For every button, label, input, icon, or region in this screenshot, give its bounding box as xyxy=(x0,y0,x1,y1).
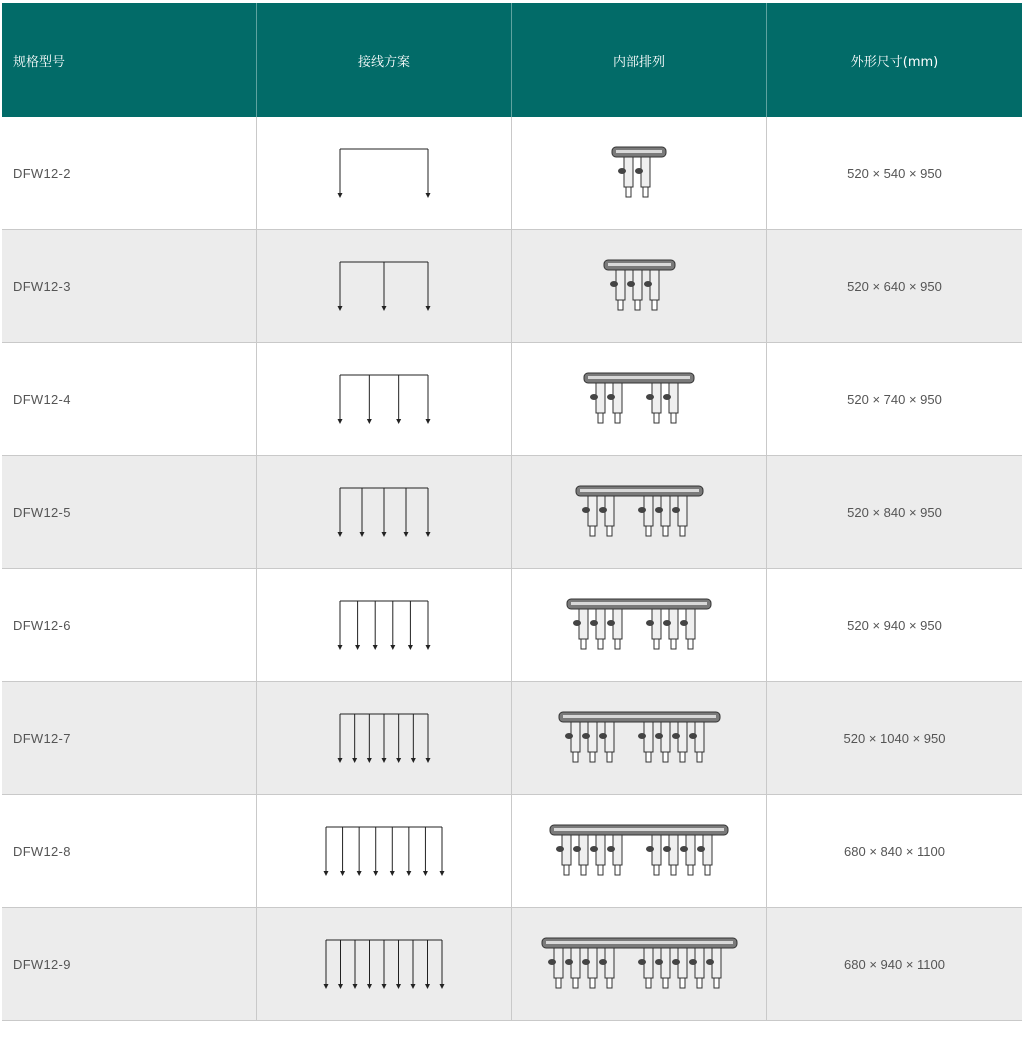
feeder-arrow xyxy=(404,532,409,537)
feeder-arrow xyxy=(426,419,431,424)
feeder-arrow xyxy=(373,645,378,650)
switch-unit-terminal xyxy=(590,526,595,536)
switch-unit-terminal xyxy=(663,752,668,762)
switch-unit-lug xyxy=(655,733,663,739)
table-row xyxy=(2,117,1022,230)
table-row xyxy=(2,343,1022,456)
feeder-arrow xyxy=(426,193,431,198)
tube-highlight xyxy=(571,602,707,605)
feeder-arrow xyxy=(360,532,365,537)
tube-highlight xyxy=(588,376,690,379)
feeder-arrow xyxy=(338,306,343,311)
feeder-arrow xyxy=(338,419,343,424)
switch-unit-lug xyxy=(565,959,573,965)
feeder-arrow xyxy=(353,984,358,989)
switch-unit-lug xyxy=(573,846,581,852)
wiring-scheme-cell xyxy=(257,456,512,568)
wiring-scheme-cell xyxy=(257,908,512,1020)
header-internal-arrangement: 内部排列 xyxy=(512,3,767,117)
internal-arrangement-image xyxy=(549,698,730,778)
switch-unit-terminal xyxy=(581,865,586,875)
feeder-arrow xyxy=(390,645,395,650)
wiring-diagram xyxy=(335,143,433,203)
switch-unit-terminal xyxy=(654,865,659,875)
switch-unit-terminal xyxy=(615,865,620,875)
switch-unit-terminal xyxy=(590,978,595,988)
switch-unit-lug xyxy=(573,620,581,626)
model-cell xyxy=(2,343,257,455)
feeder-arrow xyxy=(382,306,387,311)
switch-unit-lug xyxy=(582,507,590,513)
switch-unit-lug xyxy=(599,959,607,965)
switch-unit-lug xyxy=(607,620,615,626)
dimensions-value: 520 × 840 × 950 xyxy=(847,504,942,520)
model-cell xyxy=(2,795,257,907)
switch-unit-terminal xyxy=(671,865,676,875)
switch-unit-lug xyxy=(697,846,705,852)
switch-unit-terminal xyxy=(688,865,693,875)
switch-unit-terminal xyxy=(598,865,603,875)
feeder-arrow xyxy=(338,645,343,650)
feeder-arrow xyxy=(367,984,372,989)
feeder-arrow xyxy=(408,645,413,650)
tube-highlight xyxy=(616,150,662,153)
switch-unit-terminal xyxy=(646,526,651,536)
switch-unit-lug xyxy=(590,846,598,852)
switch-unit-lug xyxy=(548,959,556,965)
table-row xyxy=(2,456,1022,569)
feeder-arrow xyxy=(426,532,431,537)
internal-arrangement-cell xyxy=(512,456,767,568)
feeder-arrow xyxy=(426,645,431,650)
wiring-diagram xyxy=(335,708,433,768)
feeder-arrow xyxy=(338,532,343,537)
model-number: DFW12-6 xyxy=(13,617,71,633)
switch-unit-lug xyxy=(655,507,663,513)
feeder-arrow xyxy=(423,871,428,876)
dimensions-value: 520 × 1040 × 950 xyxy=(843,730,946,746)
feeder-arrow xyxy=(426,758,431,763)
dimensions-cell xyxy=(767,569,1022,681)
internal-arrangement-cell xyxy=(512,230,767,342)
feeder-arrow xyxy=(396,419,401,424)
feeder-arrow xyxy=(425,984,430,989)
switch-unit-terminal xyxy=(652,300,657,310)
switch-unit-terminal xyxy=(573,978,578,988)
switch-unit-lug xyxy=(607,394,615,400)
dimensions-value: 520 × 640 × 950 xyxy=(847,278,942,294)
model-number: DFW12-8 xyxy=(13,843,71,859)
spec-table xyxy=(2,3,1022,1021)
feeder-arrow xyxy=(406,871,411,876)
switch-unit-lug xyxy=(672,507,680,513)
switch-unit-lug xyxy=(663,394,671,400)
wiring-scheme-cell xyxy=(257,230,512,342)
switch-unit-lug xyxy=(663,620,671,626)
internal-arrangement-image xyxy=(594,246,685,326)
switch-unit-terminal xyxy=(598,639,603,649)
switch-unit-lug xyxy=(646,394,654,400)
dimensions-value: 520 × 540 × 950 xyxy=(847,165,942,181)
switch-unit-terminal xyxy=(680,752,685,762)
switch-unit-lug xyxy=(607,846,615,852)
feeder-arrow xyxy=(338,193,343,198)
feeder-arrow xyxy=(382,984,387,989)
model-cell xyxy=(2,117,257,229)
feeder-arrow xyxy=(440,871,445,876)
dimensions-cell xyxy=(767,117,1022,229)
feeder-arrow xyxy=(440,984,445,989)
internal-arrangement-image xyxy=(557,585,721,665)
table-row xyxy=(2,682,1022,795)
wiring-diagram xyxy=(335,595,433,655)
switch-unit-lug xyxy=(565,733,573,739)
switch-unit-terminal xyxy=(564,865,569,875)
wiring-scheme-cell xyxy=(257,117,512,229)
switch-unit-lug xyxy=(635,168,643,174)
feeder-arrow xyxy=(373,871,378,876)
model-number: DFW12-9 xyxy=(13,956,71,972)
model-cell xyxy=(2,682,257,794)
switch-unit-lug xyxy=(689,959,697,965)
switch-unit-lug xyxy=(680,620,688,626)
wiring-diagram xyxy=(335,256,433,316)
switch-unit-terminal xyxy=(654,413,659,423)
switch-unit-terminal xyxy=(581,639,586,649)
internal-arrangement-cell xyxy=(512,908,767,1020)
switch-unit-lug xyxy=(618,168,626,174)
header-wiring-scheme: 接线方案 xyxy=(257,3,512,117)
dimensions-cell xyxy=(767,343,1022,455)
feeder-arrow xyxy=(396,984,401,989)
switch-unit-terminal xyxy=(556,978,561,988)
dimensions-cell xyxy=(767,456,1022,568)
header-dimensions: 外形尺寸(mm) xyxy=(850,54,939,70)
model-number: DFW12-2 xyxy=(13,165,71,181)
feeder-arrow xyxy=(352,758,357,763)
switch-unit-terminal xyxy=(646,752,651,762)
switch-unit-terminal xyxy=(646,978,651,988)
tube-highlight xyxy=(580,489,699,492)
switch-unit-lug xyxy=(672,733,680,739)
switch-unit-lug xyxy=(638,507,646,513)
switch-unit-terminal xyxy=(688,639,693,649)
model-number: DFW12-7 xyxy=(13,730,71,746)
internal-arrangement-cell xyxy=(512,343,767,455)
switch-unit-lug xyxy=(599,733,607,739)
model-cell xyxy=(2,230,257,342)
dimensions-cell xyxy=(767,682,1022,794)
internal-arrangement-cell xyxy=(512,682,767,794)
feeder-arrow xyxy=(340,871,345,876)
wiring-scheme-cell xyxy=(257,795,512,907)
feeder-arrow xyxy=(367,758,372,763)
switch-unit-terminal xyxy=(654,639,659,649)
switch-unit-terminal xyxy=(635,300,640,310)
internal-arrangement-image xyxy=(540,811,738,891)
switch-unit-terminal xyxy=(671,639,676,649)
switch-unit-terminal xyxy=(607,752,612,762)
switch-unit-terminal xyxy=(615,413,620,423)
switch-unit-lug xyxy=(672,959,680,965)
switch-unit-lug xyxy=(663,846,671,852)
feeder-arrow xyxy=(390,871,395,876)
table-row xyxy=(2,569,1022,682)
table-row xyxy=(2,795,1022,908)
switch-unit-terminal xyxy=(618,300,623,310)
internal-arrangement-cell xyxy=(512,117,767,229)
internal-arrangement-image xyxy=(566,472,713,552)
switch-unit-terminal xyxy=(663,978,668,988)
switch-unit-terminal xyxy=(643,187,648,197)
switch-unit-lug xyxy=(627,281,635,287)
model-number: DFW12-3 xyxy=(13,278,71,294)
model-number: DFW12-5 xyxy=(13,504,71,520)
switch-unit-lug xyxy=(644,281,652,287)
feeder-arrow xyxy=(355,645,360,650)
switch-unit-terminal xyxy=(607,526,612,536)
feeder-arrow xyxy=(382,532,387,537)
switch-unit-lug xyxy=(599,507,607,513)
switch-unit-lug xyxy=(590,620,598,626)
tube-highlight xyxy=(546,941,733,944)
switch-unit-lug xyxy=(689,733,697,739)
switch-unit-terminal xyxy=(697,978,702,988)
tube-highlight xyxy=(554,828,724,831)
switch-unit-lug xyxy=(590,394,598,400)
model-cell xyxy=(2,569,257,681)
feeder-arrow xyxy=(367,419,372,424)
table-row xyxy=(2,908,1022,1021)
tube-highlight xyxy=(563,715,716,718)
internal-arrangement-image xyxy=(602,133,676,213)
dimensions-value: 520 × 940 × 950 xyxy=(847,617,942,633)
feeder-arrow xyxy=(338,984,343,989)
switch-unit-lug xyxy=(582,959,590,965)
dimensions-value: 680 × 840 × 1100 xyxy=(844,843,945,859)
switch-unit-terminal xyxy=(714,978,719,988)
table-header xyxy=(2,3,1022,117)
model-cell xyxy=(2,908,257,1020)
feeder-arrow xyxy=(338,758,343,763)
switch-unit-terminal xyxy=(573,752,578,762)
switch-unit-lug xyxy=(646,846,654,852)
header-model: 规格型号 xyxy=(2,3,257,117)
switch-unit-terminal xyxy=(671,413,676,423)
model-cell xyxy=(2,456,257,568)
wiring-diagram xyxy=(335,369,433,429)
switch-unit-terminal xyxy=(697,752,702,762)
switch-unit-lug xyxy=(556,846,564,852)
internal-arrangement-image xyxy=(574,359,704,439)
feeder-arrow xyxy=(357,871,362,876)
feeder-arrow xyxy=(324,871,329,876)
switch-unit-lug xyxy=(655,959,663,965)
switch-unit-terminal xyxy=(663,526,668,536)
feeder-arrow xyxy=(324,984,329,989)
dimensions-value: 520 × 740 × 950 xyxy=(847,391,942,407)
dimensions-cell xyxy=(767,908,1022,1020)
switch-unit-terminal xyxy=(615,639,620,649)
tube-highlight xyxy=(608,263,671,266)
wiring-scheme-cell xyxy=(257,682,512,794)
feeder-arrow xyxy=(411,758,416,763)
feeder-arrow xyxy=(382,758,387,763)
dimensions-cell xyxy=(767,230,1022,342)
wiring-diagram xyxy=(321,934,447,994)
feeder-arrow xyxy=(411,984,416,989)
switch-unit-lug xyxy=(638,959,646,965)
switch-unit-lug xyxy=(680,846,688,852)
internal-arrangement-cell xyxy=(512,569,767,681)
switch-unit-lug xyxy=(646,620,654,626)
dimensions-value: 680 × 940 × 1100 xyxy=(844,956,945,972)
switch-unit-lug xyxy=(582,733,590,739)
switch-unit-terminal xyxy=(680,526,685,536)
wiring-scheme-cell xyxy=(257,569,512,681)
feeder-arrow xyxy=(396,758,401,763)
switch-unit-terminal xyxy=(680,978,685,988)
switch-unit-terminal xyxy=(705,865,710,875)
switch-unit-terminal xyxy=(607,978,612,988)
wiring-diagram xyxy=(321,821,447,881)
table-row xyxy=(2,230,1022,343)
switch-unit-lug xyxy=(610,281,618,287)
internal-arrangement-cell xyxy=(512,795,767,907)
switch-unit-terminal xyxy=(626,187,631,197)
switch-unit-lug xyxy=(638,733,646,739)
table-body xyxy=(2,117,1022,1021)
wiring-diagram xyxy=(335,482,433,542)
wiring-scheme-cell xyxy=(257,343,512,455)
model-number: DFW12-4 xyxy=(13,391,71,407)
switch-unit-terminal xyxy=(598,413,603,423)
feeder-arrow xyxy=(426,306,431,311)
dimensions-cell xyxy=(767,795,1022,907)
internal-arrangement-image xyxy=(532,924,747,1004)
switch-unit-terminal xyxy=(590,752,595,762)
switch-unit-lug xyxy=(706,959,714,965)
